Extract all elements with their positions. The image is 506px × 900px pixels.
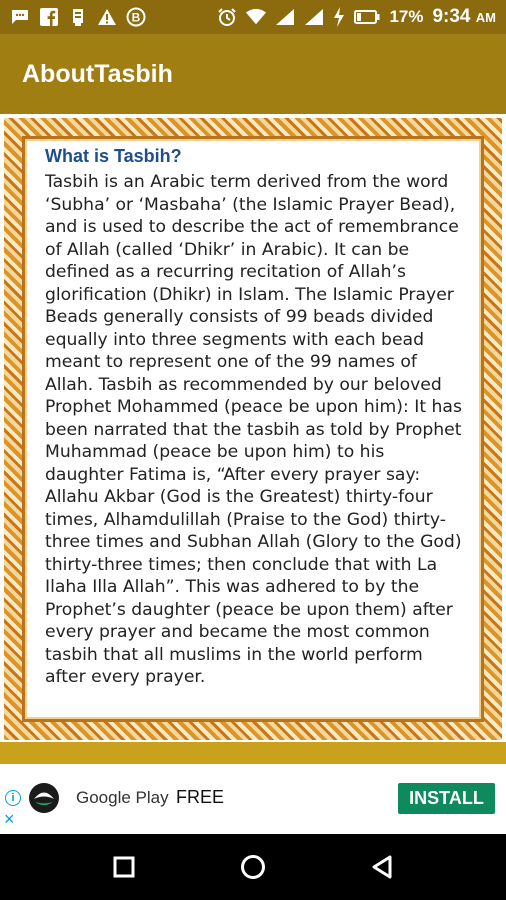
- signal-icon: [275, 7, 295, 27]
- circle-icon: [240, 854, 266, 880]
- battery-icon: [354, 7, 380, 27]
- clock: [432, 6, 496, 28]
- facebook-icon: [39, 7, 59, 27]
- content-area[interactable]: [0, 114, 506, 764]
- signal-icon: [304, 7, 324, 27]
- warning-icon: [97, 7, 117, 27]
- square-icon: [113, 856, 135, 878]
- ad-banner[interactable]: [0, 764, 506, 834]
- status-icons-right: [217, 6, 496, 28]
- back-button[interactable]: [362, 847, 402, 887]
- install-button[interactable]: INSTALL: [398, 783, 495, 814]
- text-panel: [22, 136, 484, 722]
- status-icons-left: [10, 7, 146, 27]
- alarm-icon: [217, 7, 237, 27]
- price-label: FREE: [176, 787, 225, 807]
- status-bar: [0, 0, 506, 34]
- back-triangle-icon: [371, 855, 393, 879]
- b-icon: [126, 7, 146, 27]
- charging-icon: [333, 7, 345, 27]
- app-bar: [0, 34, 506, 114]
- description-text: Tasbih is an Arabic term derived from the word ‘Subha’ or ‘Masbaha’ (the Islamic Prayer Bead), and is used to describe the act of remembrance of Allah (called ‘Dhikr’ in Arabic). It can be defined as a recurring recitation of Allah’s glorification (Dhikr) in Islam. The Islamic Prayer Beads generally consists of 99 beads divided equally into three segments with each bead meant to represent one of the 99 names of Allah. Tasbih as recommended by our beloved Prophet Mohammed (peace be upon him): It has been narrated that the tasbih as told by Prophet Muhammad (peace be upon him) to his daughter Fatima is, “After every prayer say: Allahu Akbar (God is the Greatest) thirty-four times, Alhamdulillah (Praise to the God) thirty-three times and Subhan Allah (Glory to the God) thirty-three times; then conclude that with La Ilaha Illa Allah”. This was adhered to by the Prophet’s daughter (peace be upon them) after every prayer and became the most common tasbih that all muslims in the world perform after every prayer.: [45, 172, 462, 687]
- section-heading: What is Tasbih?: [45, 146, 182, 166]
- decorative-border-frame: [4, 118, 502, 740]
- page-title: AboutTasbih: [22, 59, 173, 88]
- app-logo-icon[interactable]: [28, 782, 60, 814]
- clock-suffix: AM: [475, 10, 496, 25]
- message-icon: [10, 7, 30, 27]
- store-label: Google Play: [76, 788, 169, 807]
- svg-text:B: B: [131, 10, 141, 25]
- wifi-icon: [246, 7, 266, 27]
- ad-info-icon[interactable]: i: [5, 790, 21, 806]
- notification-icon: [68, 7, 88, 27]
- battery-percent: 17%: [389, 7, 424, 26]
- navigation-bar: [0, 834, 506, 900]
- clock-time: 9:34: [432, 6, 471, 27]
- ad-close-icon[interactable]: ×: [4, 809, 15, 829]
- home-button[interactable]: [233, 847, 273, 887]
- recent-apps-button[interactable]: [104, 847, 144, 887]
- divider-strip: [0, 742, 506, 764]
